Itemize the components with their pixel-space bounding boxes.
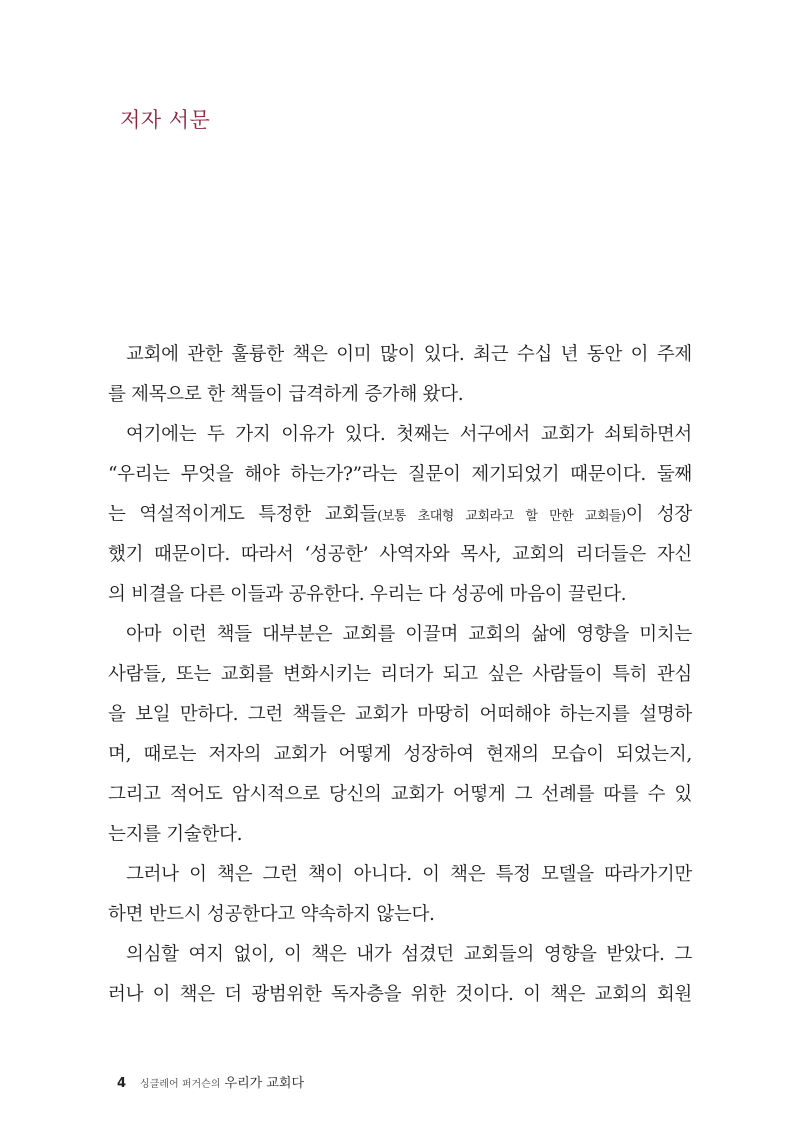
text-line: 사람들, 또는 교회를 변화시키는 리더가 되고 싶은 사람들이 특히 관심 bbox=[108, 664, 692, 685]
text-line: 러나 이 책은 더 광범위한 독자층을 위한 것이다. 이 책은 교회의 회원 bbox=[108, 984, 692, 1005]
text-line: 했기 때문이다. 따라서 ‘성공한’ 사역자와 목사, 교회의 리더들은 자신 bbox=[108, 544, 692, 565]
footer-book-title: 우리가 교회다 bbox=[224, 1076, 304, 1091]
body-text bbox=[108, 335, 692, 1015]
text-line: 하면 반드시 성공한다고 약속하지 않는다. bbox=[108, 904, 435, 925]
text-line: 그러나 이 책은 그런 책이 아니다. 이 책은 특정 모델을 따라가기만 bbox=[126, 864, 692, 885]
text-line: 며, 때로는 저자의 교회가 어떻게 성장하여 현재의 모습이 되었는지, bbox=[108, 744, 692, 765]
text-line: 의 비결을 다른 이들과 공유한다. 우리는 다 성공에 마음이 끌린다. bbox=[108, 584, 627, 605]
text-line: 여기에는 두 가지 이유가 있다. 첫째는 서구에서 교회가 쇠퇴하면서 bbox=[126, 424, 692, 445]
text-line bbox=[108, 495, 692, 535]
text-line: 아마 이런 책들 대부분은 교회를 이끌며 교회의 삶에 영향을 미치는 bbox=[126, 624, 692, 645]
page-number: 4 bbox=[117, 1076, 127, 1091]
footer-author: 싱클레어 퍼거슨의 bbox=[140, 1079, 221, 1090]
page-footer bbox=[117, 1072, 304, 1091]
text-line: 을 보일 만하다. 그런 책들은 교회가 마땅히 어떠해야 하는지를 설명하 bbox=[108, 704, 692, 725]
text-line: 는지를 기술한다. bbox=[108, 824, 243, 845]
chapter-title: 저자 서문 bbox=[120, 108, 211, 132]
text-line: 그리고 적어도 암시적으로 당신의 교회가 어떻게 그 선례를 따를 수 있 bbox=[108, 784, 692, 805]
text-segment: 이 성장 bbox=[625, 504, 692, 525]
text-line: 의심할 여지 없이, 이 책은 내가 섬겼던 교회들의 영향을 받았다. 그 bbox=[126, 944, 692, 965]
text-line: 를 제목으로 한 책들이 급격하게 증가해 왔다. bbox=[108, 384, 464, 405]
text-segment: 는 역설적이게도 특정한 교회들 bbox=[108, 504, 378, 525]
text-line: 교회에 관한 훌륭한 책은 이미 많이 있다. 최근 수십 년 동안 이 주제 bbox=[126, 344, 692, 365]
text-line: “우리는 무엇을 해야 하는가?”라는 질문이 제기되었기 때문이다. 둘째 bbox=[108, 464, 692, 485]
parenthetical-note: (보통 초대형 교회라고 할 만한 교회들) bbox=[377, 509, 626, 524]
